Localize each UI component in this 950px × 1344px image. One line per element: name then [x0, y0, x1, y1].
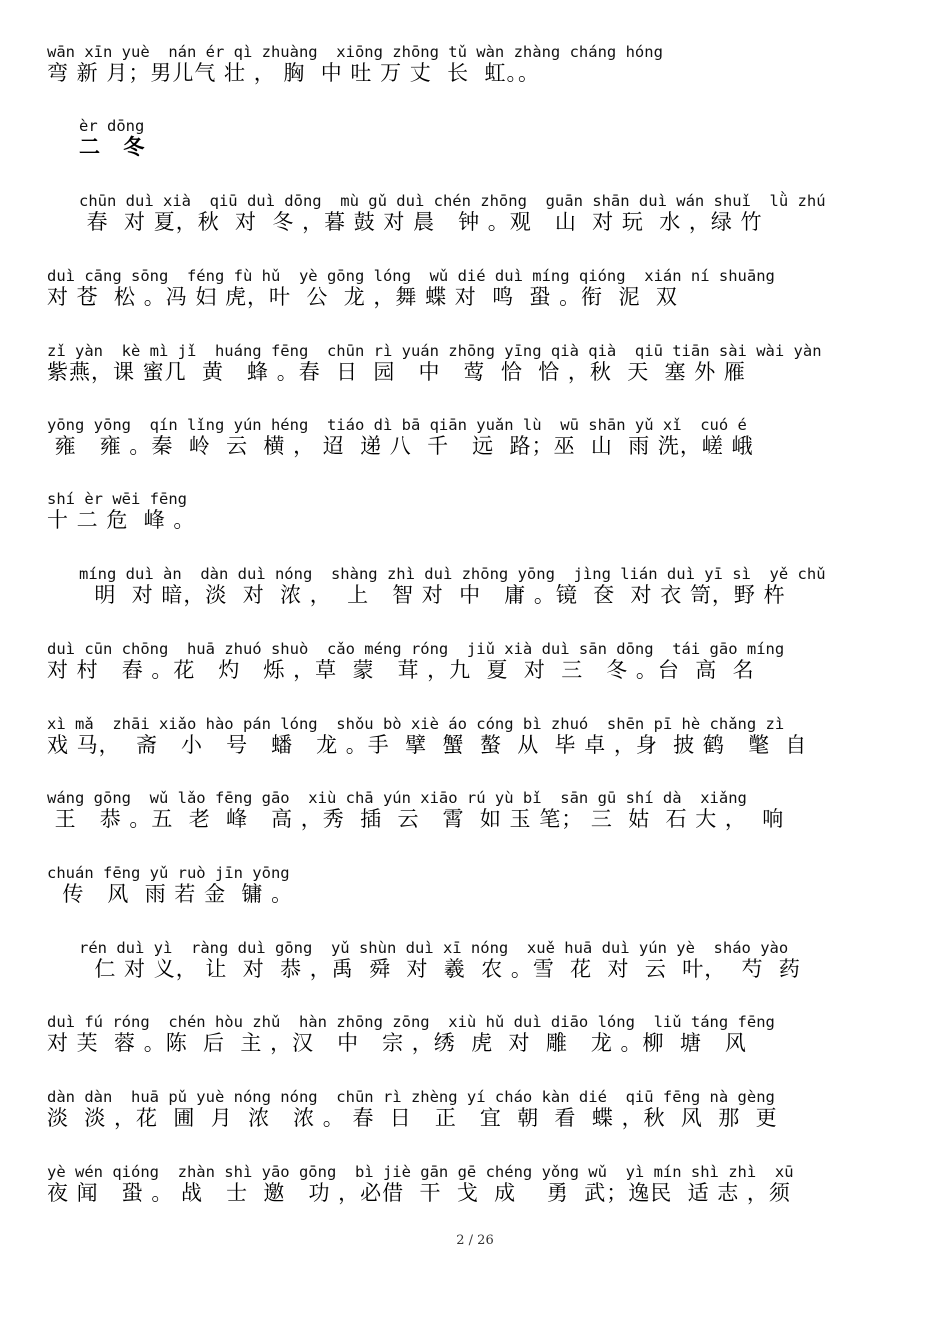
- hanzi-line: 淡 淡 ，花 圃 月 浓 浓 。 春 日 正 宜 朝 看 蝶 ，秋 风 那 更: [47, 1106, 778, 1130]
- pinyin-line: dàn dàn huā pǔ yuè nóng nóng chūn rì zhèng yí cháo kàn dié qiū fēng nà gèng: [47, 1088, 775, 1106]
- text-line: [47, 44, 905, 85]
- text-line: [47, 1164, 905, 1205]
- text-line: [79, 566, 905, 607]
- hanzi-line: 对 苍 松 。冯 妇 虎，叶 公 龙 ，舞 蝶 对 鸣 蛩 。衔 泥 双: [47, 285, 678, 309]
- pinyin-line: yè wén qióng zhàn shì yāo gōng bì jiè gān gē chéng yǒng wǔ yì mín shì zhì xū: [47, 1163, 794, 1181]
- hanzi-line: 对 村 舂 。花 灼 烁 ，草 蒙 茸 ，九 夏 对 三 冬 。台 高 名: [47, 658, 755, 682]
- pinyin-line: zǐ yàn kè mì jǐ huáng fēng chūn rì yuán zhōng yīng qià qià qiū tiān sài wài yàn: [47, 342, 822, 360]
- hanzi-line: 雍 雍 。秦 岭 云 横 ， 迢 递 八 千 远 路；巫 山 雨 洗，嵯 峨: [47, 434, 754, 458]
- pinyin-line: chūn duì xià qiū duì dōng mù gǔ duì chén zhōng guān shān duì wán shuǐ lǜ zhú: [79, 192, 826, 210]
- hanzi-line: 仁 对 义， 让 对 恭 ，禹 舜 对 羲 农 。雪 花 对 云 叶， 芍 药: [79, 957, 801, 981]
- pinyin-line: wáng gōng wǔ lǎo fēng gāo xiù chā yún xiāo rú yù bǐ sān gū shí dà xiǎng: [47, 789, 747, 807]
- pinyin-line: míng duì àn dàn duì nóng shàng zhì duì zhōng yōng jìng lián duì yī sì yě chǔ: [79, 565, 826, 583]
- hanzi-line: 戏 马， 斋 小 号 蟠 龙 。手 擘 蟹 螯 从 毕 卓 ，身 披 鹤 氅 自: [47, 733, 808, 757]
- hanzi-line: 二 冬: [79, 135, 153, 159]
- pinyin-line: yōng yōng qín lǐng yún héng tiáo dì bā qiān yuǎn lù wū shān yǔ xǐ cuó é: [47, 416, 747, 434]
- hanzi-line: 春 对 夏，秋 对 冬 ，暮 鼓 对 晨 钟 。观 山 对 玩 水 ，绿 竹: [79, 210, 763, 234]
- hanzi-line: 夜 闻 蛩 。 战 士 邀 功 ，必借 干 戈 成 勇 武；逸民 适 志 ，须: [47, 1181, 791, 1205]
- section-heading: [79, 118, 905, 159]
- hanzi-line: 王 恭 。五 老 峰 高 ，秀 插 云 霄 如 玉 笔； 三 姑 石 大 ， 响: [47, 807, 785, 831]
- pinyin-line: chuán fēng yǔ ruò jīn yōng: [47, 864, 290, 882]
- pinyin-line: xì mǎ zhāi xiǎo hào pán lóng shǒu bò xiè áo cóng bì zhuó shēn pī hè chǎng zì: [47, 715, 785, 733]
- text-line: [47, 268, 905, 309]
- pinyin-line: duì fú róng chén hòu zhǔ hàn zhōng zōng xiù hǔ duì diāo lóng liǔ táng fēng: [47, 1013, 775, 1031]
- text-line: [79, 193, 905, 234]
- text-line: [79, 940, 905, 981]
- text-line: [47, 491, 905, 532]
- pinyin-line: èr dōng: [79, 117, 145, 135]
- page-number: 2 / 26: [456, 1233, 494, 1248]
- hanzi-line: 紫燕，课 蜜几 黄 蜂 。春 日 园 中 莺 恰 恰 ，秋 天 塞 外 雁: [47, 360, 746, 384]
- hanzi-line: 十 二 危 峰 。: [47, 508, 196, 532]
- text-line: [47, 641, 905, 682]
- text-line: [47, 417, 905, 458]
- pinyin-line: wān xīn yuè nán ér qì zhuàng xiōng zhōng tǔ wàn zhàng cháng hóng: [47, 43, 663, 61]
- text-line: [47, 1089, 905, 1130]
- text-line: [47, 1014, 905, 1055]
- hanzi-line: 传 风 雨 若 金 镛 。: [47, 882, 294, 906]
- pinyin-line: duì cāng sōng féng fù hǔ yè gōng lóng wǔ dié duì míng qióng xián ní shuāng: [47, 267, 775, 285]
- text-line: [47, 716, 905, 757]
- hanzi-line: 明 对 暗，淡 对 浓 ， 上 智 对 中 庸 。镜 奁 对 衣 笥，野 杵: [79, 583, 786, 607]
- hanzi-line: 弯 新 月；男儿气 壮 ， 胸 中 吐 万 丈 长 虹。。: [47, 61, 540, 85]
- text-line: [47, 343, 905, 384]
- pinyin-line: rén duì yì ràng duì gōng yǔ shùn duì xī nóng xuě huā duì yún yè sháo yào: [79, 939, 789, 957]
- pinyin-line: duì cūn chōng huā zhuó shuò cǎo méng róng jiǔ xià duì sān dōng tái gāo míng: [47, 640, 785, 658]
- hanzi-line: 对 芙 蓉 。陈 后 主 ，汉 中 宗 ，绣 虎 对 雕 龙 。柳 塘 风: [47, 1031, 747, 1055]
- text-line: [47, 790, 905, 831]
- pinyin-line: shí èr wēi fēng: [47, 490, 187, 508]
- text-line: [47, 865, 905, 906]
